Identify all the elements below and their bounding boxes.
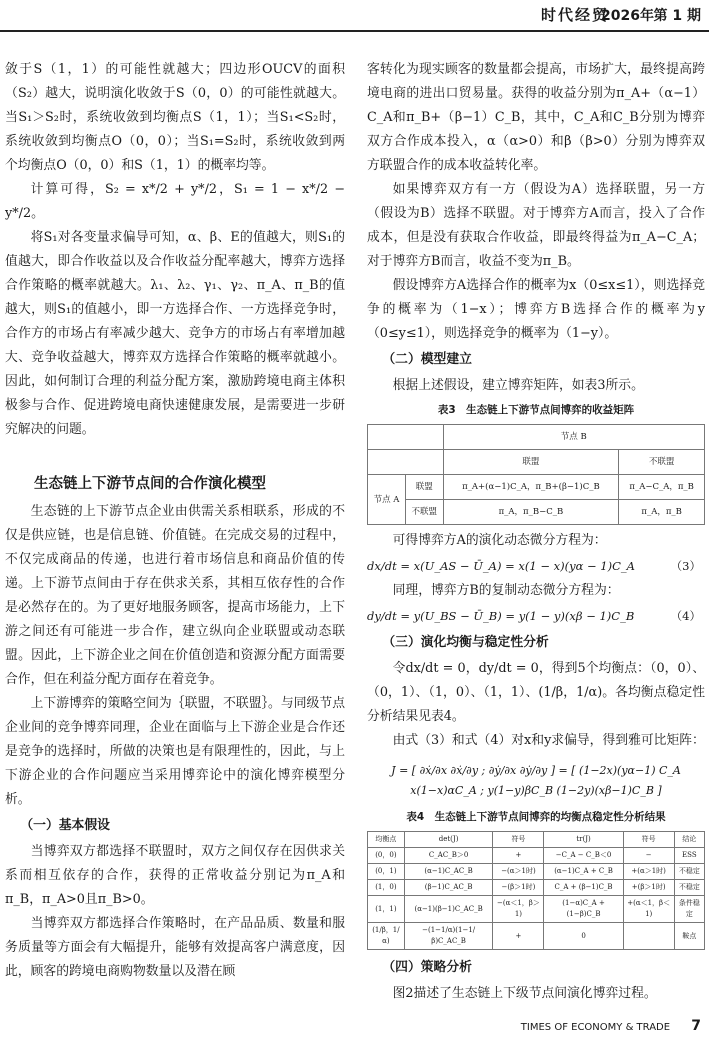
equation-body: dy/dt = y(U_BS − Ū_B) = y(1 − y)(xβ − 1)C_B xyxy=(367,609,635,623)
page-footer xyxy=(521,1018,701,1034)
table-cell: π_A+(α−1)C_A，π_B+(β−1)C_B xyxy=(443,475,619,500)
table-cell: (1/β，1/α) xyxy=(368,923,405,950)
table3-caption: 表3 生态链上下游节点间博弈的收益矩阵 xyxy=(437,404,635,416)
paragraph: 当博弈双方都选择合作策略时，在产品品质、数量和服务质量等方面会有大幅提升，能够有效提高客户满意度，因此，顾客的跨境电商购物数量以及潜在顾 xyxy=(5,916,345,979)
col-group-header: 节点 B xyxy=(443,425,704,450)
table-cell: (0，0) xyxy=(368,848,405,864)
table-cell xyxy=(623,923,674,950)
table-cell: −(1−1/α)(1−1/β)C_AC_B xyxy=(404,923,493,950)
paragraph: 生态链的上下游节点企业由供需关系相联系，形成的不仅是供应链，也是信息链、价值链。在完成交易的过程中，不仅完成商品的传递，也进行着市场信息和商品价值的传递。上下游节点间由于存在供求关系，其相互依存性的合作是必然存在的。为了更好地服务顾客，提高市场能力，上下游之间还有可能进一步合作，建立纵向企业联盟或动态联盟。因此，上下游企业之间在价值创造和资源分配方面需要合作，但在利益分配方面存在着竞争。 xyxy=(5,504,345,687)
col-header: 符号 xyxy=(623,832,674,848)
table-cell: (0，1) xyxy=(368,864,405,880)
paragraph: 当博弈双方都选择不联盟时，双方之间仅存在因供求关系而相互依存的合作，获得的正常收益分别记为π_A和π_B，π_A>0且π_B>0。 xyxy=(5,844,345,907)
table-corner xyxy=(368,450,444,475)
table-cell: 0 xyxy=(544,923,623,950)
paragraph: 同理，博弈方B的复制动态微分方程为： xyxy=(392,583,620,598)
table-row xyxy=(368,880,705,896)
table-cell: (α−1)(β−1)C_AC_B xyxy=(404,896,493,923)
table-cell: C_A + (β−1)C_B xyxy=(544,880,623,896)
paragraph: 令dx/dt = 0，dy/dt = 0，得到5个均衡点：（0，0）、（0，1）、（1，0）、（1，1）、(1/β，1/α)。各均衡点稳定性分析结果见表4。 xyxy=(367,661,705,724)
table-row xyxy=(368,864,705,880)
payoff-matrix-table xyxy=(367,424,705,525)
table-cell: −(α＞1时) xyxy=(493,864,544,880)
jacobian-matrix: J = [ ∂ẋ/∂x ∂ẋ/∂y ; ∂ẏ/∂x ∂ẏ/∂y ] = [ (1−2x)(yα−1) C_A x(1−x)αC_A ; y(1−y)βC_B (1−2y)(xβ−1)C_B ] xyxy=(391,764,681,797)
page-header xyxy=(0,0,709,32)
table-cell: π_A，π_B−C_B xyxy=(443,500,619,525)
table-cell: (1−α)C_A + (1−β)C_B xyxy=(544,896,623,923)
table-row xyxy=(368,923,705,950)
table4-caption: 表4 生态链上下游节点间博弈的均衡点稳定性分析结果 xyxy=(406,811,666,823)
table-row xyxy=(368,896,705,923)
paragraph: 敛于S（1，1）的可能性就越大；四边形OUCV的面积（S₂）越大，说明演化收敛于S（0，0）的可能性就越大。当S₁＞S₂时，系统收敛到均衡点S（1，1）；当S₁<S₂时，系统收敛到均衡点O（0，0）；当S₁=S₂时，系统收敛到两个均衡点O（0，0）和S（1，1）的概率均等。 xyxy=(5,62,345,173)
publication-title: 时代经贸 xyxy=(540,6,609,24)
table-cell: 不稳定 xyxy=(674,880,704,896)
subsection-heading: （四）策略分析 xyxy=(382,960,472,975)
journal-name: TIMES OF ECONOMY & TRADE xyxy=(520,1022,671,1033)
table-cell: −(β＞1时) xyxy=(493,880,544,896)
table-cell: π_A，π_B xyxy=(619,500,705,525)
table-cell: +(α＜1，β＜1) xyxy=(623,896,674,923)
table-cell: (1，0) xyxy=(368,880,405,896)
table-cell: 鞍点 xyxy=(674,923,704,950)
table-cell: +(α＞1时) xyxy=(623,864,674,880)
table-cell: + xyxy=(493,848,544,864)
paragraph: 由式（3）和式（4）对x和y求偏导，得到雅可比矩阵： xyxy=(392,733,705,748)
table-row xyxy=(368,848,705,864)
table-cell: (α−1)C_A + C_B xyxy=(544,864,623,880)
subsection-heading: （二）模型建立 xyxy=(382,352,472,367)
row-group-header: 节点 A xyxy=(368,475,406,525)
col-header: 联盟 xyxy=(443,450,619,475)
equation-3 xyxy=(367,553,705,579)
col-header: 均衡点 xyxy=(368,832,405,848)
table-header-row xyxy=(368,832,705,848)
row-header: 联盟 xyxy=(405,475,443,500)
col-header: det(J) xyxy=(404,832,493,848)
table-cell: 条件稳定 xyxy=(674,896,704,923)
col-header: 不联盟 xyxy=(619,450,705,475)
col-header: tr(J) xyxy=(544,832,623,848)
table-cell: + xyxy=(493,923,544,950)
table-cell: −(α＜1，β＞1) xyxy=(493,896,544,923)
table-cell: π_A−C_A，π_B xyxy=(619,475,705,500)
paragraph: 如果博弈双方有一方（假设为A）选择联盟，另一方（假设为B）选择不联盟。对于博弈方A而言，投入了合作成本，但是没有获取合作收益，即最终得益为π_A−C_A；对于博弈方B而言，收益不变为π_B。 xyxy=(367,182,705,269)
paragraph: 上下游博弈的策略空间为｛联盟，不联盟｝。与同级节点企业间的竞争博弈同理，企业在面临与上下游企业是合作还是竞争的选择时，所做的决策也是有限理性的，因此，与上下游企业的合作问题应当采用博弈论中的演化博弈模型分析。 xyxy=(5,696,345,807)
stability-table xyxy=(367,831,705,950)
subsection-heading: （一）基本假设 xyxy=(20,818,110,833)
col-header: 符号 xyxy=(493,832,544,848)
table-corner xyxy=(368,425,444,450)
paragraph: 可得博弈方A的演化动态微分方程为： xyxy=(392,533,607,548)
subsection-heading: （三）演化均衡与稳定性分析 xyxy=(382,635,549,650)
table-cell: C_AC_B＞0 xyxy=(404,848,493,864)
publication-year: 2026年 xyxy=(601,8,654,24)
paragraph: 将S₁对各变量求偏导可知，α、β、E的值越大，则S₁的值越大，即合作收益以及合作收益分配率越大，博弈方选择合作策略的概率就越大。λ₁、λ₂、γ₁、γ₂、π_A、π_B的值越大，则S₁的值越小，即一方选择合作、一方选择竞争时，合作方的市场占有率减少越大、竞争方的市场占有率增加越大、竞争收益越大，博弈双方选择合作策略的概率就越小。因此，如何制订合理的利益分配方案，激励跨境电商主体积极参与合作、促进跨境电商快速健康发展，是需要进一步研究解决的问题。 xyxy=(5,230,345,437)
table-cell: +(β＞1时) xyxy=(623,880,674,896)
section-heading: 生态链上下游节点间的合作演化模型 xyxy=(34,476,266,492)
paragraph: 根据上述假设，建立博弈矩阵，如表3所示。 xyxy=(392,378,644,393)
equation-number: （4） xyxy=(670,609,701,623)
formula-paragraph: 计算可得，S₂ = x*/2 + y*/2，S₁ = 1 − x*/2 − y*/2。 xyxy=(5,182,345,221)
table-cell: (β−1)C_AC_B xyxy=(404,880,493,896)
table-cell: (1，1) xyxy=(368,896,405,923)
equation-body: dx/dt = x(U_AS − Ū_A) = x(1 − x)(yα − 1)C_A xyxy=(367,559,635,573)
left-column xyxy=(5,58,345,984)
paragraph: 假设博弈方A选择合作的概率为x（0≤x≤1），则选择竞争的概率为（1−x）；博弈方B选择合作的概率为y（0≤y≤1），则选择竞争的概率为（1−y）。 xyxy=(367,278,705,341)
equation-number: （3） xyxy=(670,559,701,573)
equation-4 xyxy=(367,603,705,629)
table-cell: 不稳定 xyxy=(674,864,704,880)
right-column xyxy=(367,58,705,1006)
table-cell: ESS xyxy=(674,848,704,864)
table-cell: (α−1)C_AC_B xyxy=(404,864,493,880)
publication-issue: 第 1 期 xyxy=(653,8,701,24)
table-cell: −C_A − C_B＜0 xyxy=(544,848,623,864)
row-header: 不联盟 xyxy=(405,500,443,525)
col-header: 结论 xyxy=(674,832,704,848)
paragraph: 图2描述了生态链上下级节点间演化博弈过程。 xyxy=(392,986,657,1001)
page-number: 7 xyxy=(691,1018,701,1034)
table-cell: − xyxy=(623,848,674,864)
paragraph: 客转化为现实顾客的数量都会提高，市场扩大，最终提高跨境电商的进出口贸易量。获得的收益分别为π_A+（α−1）C_A和π_B+（β−1）C_B，其中，C_A和C_B分别为博弈双方合作成本投入，α（α>0）和β（β>0）分别为博弈双方联盟合作的成本收益转化率。 xyxy=(367,62,705,173)
